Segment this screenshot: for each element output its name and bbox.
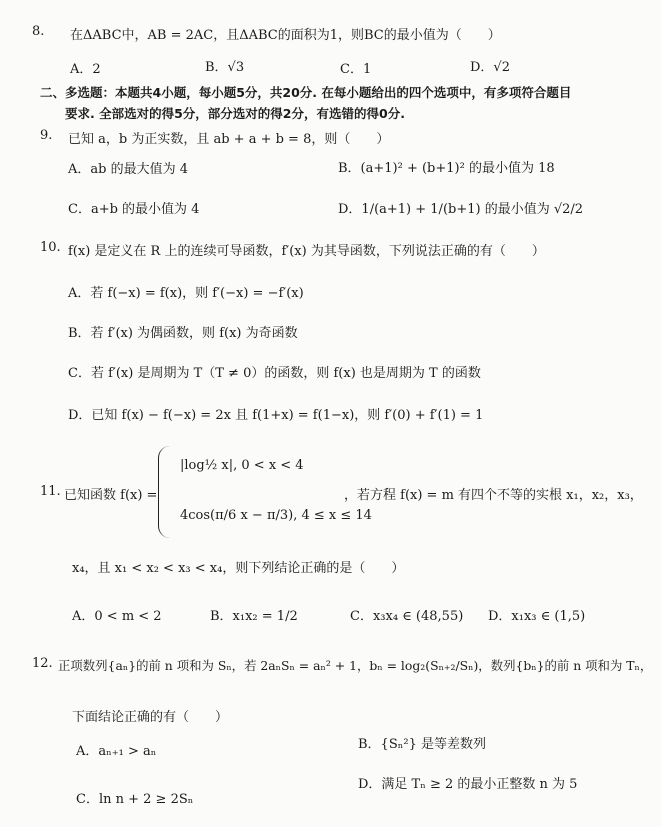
q8-option-a: A．2 [70,62,101,77]
q10-stem: f(x) 是定义在 R 上的连续可导函数，f′(x) 为其导函数，下列说法正确的有（ ） [68,244,545,259]
q11-option-a: A．0 < m < 2 [72,609,162,624]
section2-line1: 二、多选题：本题共4小题，每小题5分，共20分. 在每小题给出的四个选项中，有多项符合题目 [40,85,572,100]
piecewise-brace [158,446,175,538]
section2-line2: 要求. 全部选对的得5分，部分选对的得2分，有选错的得0分. [65,106,405,121]
q9-number: 9. [40,128,53,143]
q9-stem: 已知 a，b 为正实数，且 ab + a + b = 8，则（ ） [68,132,390,147]
q11-option-b: B．x₁x₂ = 1/2 [210,609,298,624]
q9-option-a: A．ab 的最大值为 4 [68,162,188,177]
q11-stem-post: ，若方程 f(x) = m 有四个不等的实根 x₁，x₂，x₃， [344,488,643,503]
q10-option-c: C．若 f′(x) 是周期为 T（T ≠ 0）的函数，则 f(x) 也是周期为 T 的函数 [68,366,481,381]
q10-option-d: D．已知 f(x) − f(−x) = 2x 且 f(1+x) = f(1−x)，则 f′(0) + f′(1) = 1 [68,408,484,423]
q10-option-a: A．若 f(−x) = f(x)，则 f′(−x) = −f′(x) [68,286,304,301]
q9-option-b: B．(a+1)² + (b+1)² 的最小值为 18 [338,161,555,176]
q10-number: 10. [40,240,61,255]
q12-stem-line2: 下面结论正确的有（ ） [72,710,229,725]
q9-option-c: C．a+b 的最小值为 4 [68,202,200,217]
q12-stem: 正项数列{aₙ}的前 n 项和为 Sₙ，若 2aₙSₙ = aₙ² + 1，bₙ = log₂(Sₙ₊₂/Sₙ)，数列{bₙ}的前 n 项和为 Tₙ， [58,658,653,673]
q9-option-d: D．1/(a+1) + 1/(b+1) 的最小值为 √2/2 [338,202,584,217]
q12-number: 12. [32,656,53,671]
q8-stem: 在ΔABC中，AB = 2AC，且ΔABC的面积为1，则BC的最小值为（ ） [70,28,501,43]
q11-case-2: 4cos(π/6 x − π/3), 4 ≤ x ≤ 14 [180,508,372,523]
q11-stem-pre: 已知函数 f(x) = [64,488,158,503]
q10-option-b: B．若 f′(x) 为偶函数，则 f(x) 为奇函数 [68,326,298,341]
q12-option-c: C．ln n + 2 ≥ 2Sₙ [76,792,194,807]
q8-option-d: D．√2 [470,60,510,75]
q11-option-c: C．x₃x₄ ∈ (48,55) [350,609,464,624]
q8-number: 8. [32,24,45,39]
q8-option-c: C．1 [340,62,372,77]
q11-option-d: D．x₁x₃ ∈ (1,5) [488,609,586,624]
q8-option-b: B．√3 [205,60,245,75]
q11-number: 11. [40,484,61,499]
q11-stem-line2: x₄，且 x₁ < x₂ < x₃ < x₄，则下列结论正确的是（ ） [72,561,405,576]
q12-option-a: A．aₙ₊₁ > aₙ [76,744,157,759]
q12-option-b: B．{Sₙ²} 是等差数列 [358,737,486,752]
q11-case-1: |log½ x|, 0 < x < 4 [180,458,304,473]
q12-option-d: D．满足 Tₙ ≥ 2 的最小正整数 n 为 5 [358,777,578,792]
